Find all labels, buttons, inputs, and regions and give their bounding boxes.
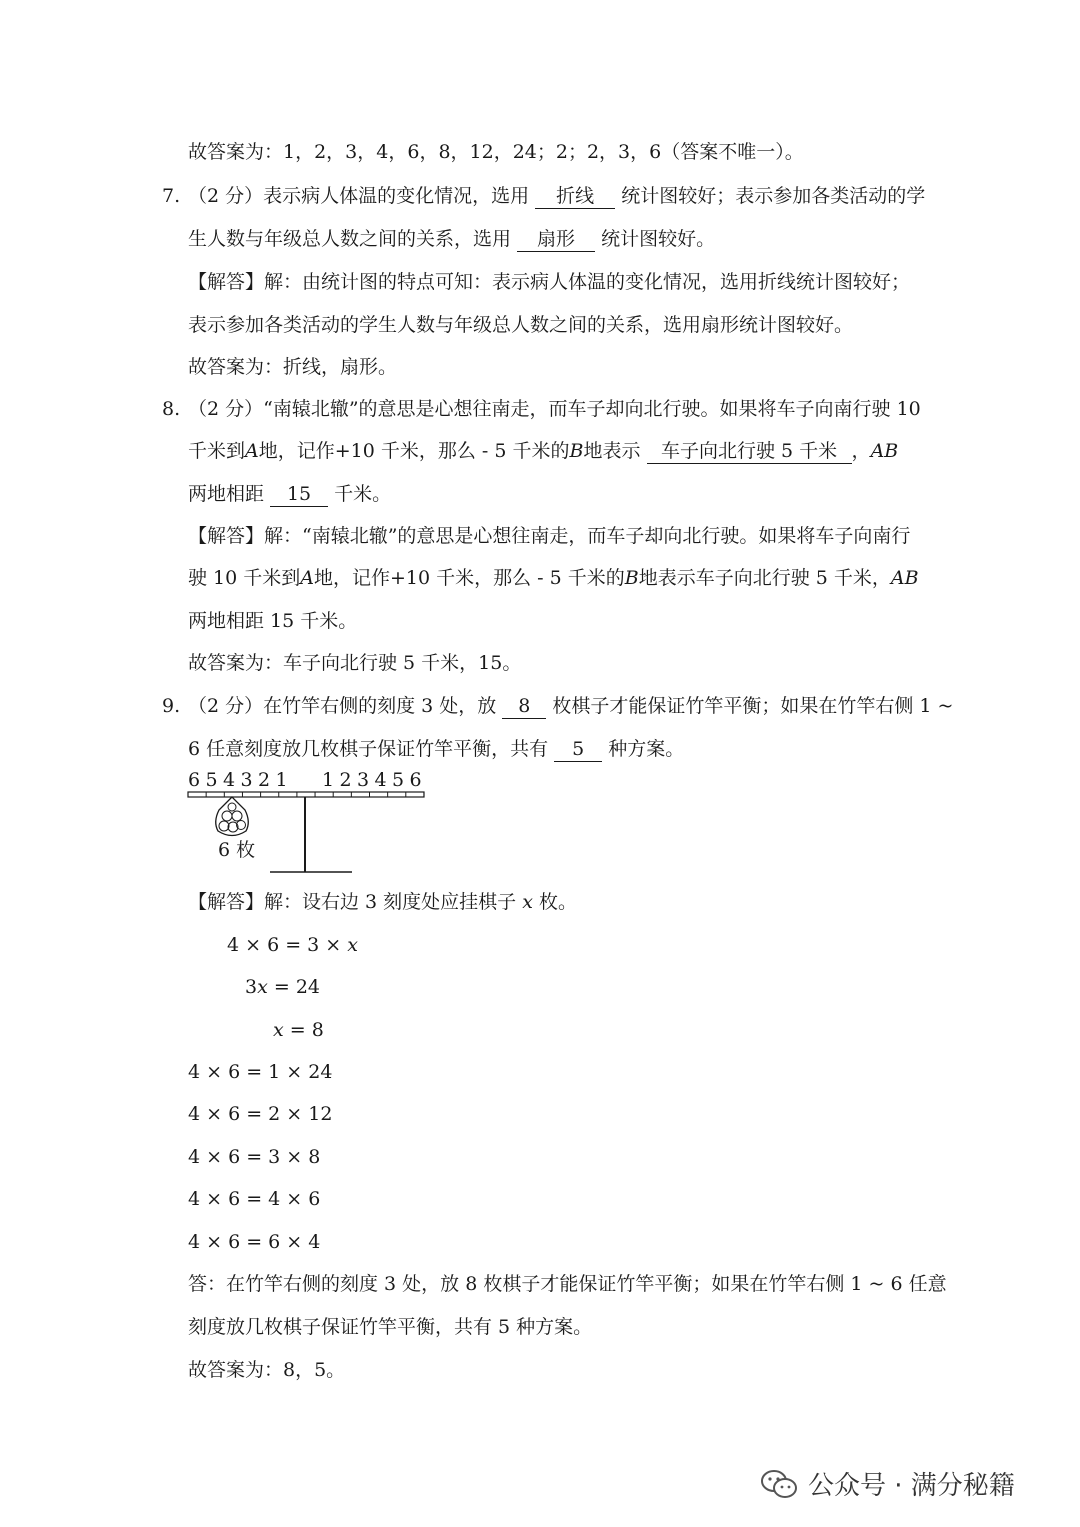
equation-4: 4 × 6 = 1 × 24 [188, 1061, 333, 1083]
question-7-solution-2: 表示参加各类活动的学生人数与年级总人数之间的关系，选用扇形统计图较好。 [188, 314, 854, 336]
question-8-solution-2: 驶 10 千米到A地，记作+10 千米，那么 - 5 千米的B地表示车子向北行驶 5 千米，AB [188, 567, 919, 589]
watermark [760, 1465, 1015, 1502]
question-9-number: 9. [162, 695, 181, 717]
watermark-text: 公众号 · 满分秘籍 [808, 1471, 1015, 1501]
right-scale-label: 6 [409, 769, 422, 791]
equation-3: x = 8 [273, 1019, 324, 1041]
weight-label: 6 枚 [218, 839, 256, 861]
question-8-solution-3: 两地相距 15 千米。 [188, 610, 358, 632]
equation-7: 4 × 6 = 4 × 6 [188, 1188, 321, 1210]
question-9-answer: 故答案为：8，5。 [188, 1359, 346, 1381]
equation-5: 4 × 6 = 2 × 12 [188, 1103, 333, 1125]
question-9-conclusion-1: 答：在竹竿右侧的刻度 3 处，放 8 枚棋子才能保证竹竿平衡；如果在竹竿右侧 1 ~ 6 任意 [188, 1273, 947, 1295]
question-7-line-2: 生人数与年级总人数之间的关系，选用 扇形 统计图较好。 [188, 228, 716, 250]
q8-blank-2: 15 [270, 485, 328, 507]
beam-ticks [188, 792, 424, 797]
question-8-line-1: （2 分）“南辕北辙”的意思是心想往南走，而车子却向北行驶。如果将车子向南行驶 10 [188, 398, 921, 420]
question-9-solution-1: 【解答】解：设右边 3 刻度处应挂棋子 x 枚。 [188, 891, 577, 913]
question-8-line-3: 两地相距 15 千米。 [188, 483, 392, 505]
right-scale-label: 3 [357, 769, 370, 791]
equation-1: 4 × 6 = 3 × x [227, 934, 358, 956]
right-scale-label: 5 [392, 769, 405, 791]
right-scale-labels [322, 769, 422, 791]
question-9-conclusion-2: 刻度放几枚棋子保证竹竿平衡，共有 5 种方案。 [188, 1316, 593, 1338]
equation-8: 4 × 6 = 6 × 4 [188, 1231, 321, 1253]
weight-bag [216, 797, 249, 836]
right-scale-label: 2 [339, 769, 352, 791]
question-7-number: 7. [162, 185, 181, 207]
question-8-number: 8. [162, 398, 181, 420]
previous-answer: 故答案为：1，2，3，4，6，8，12，24；2；2，3，6（答案不唯一）。 [188, 141, 804, 163]
beam [188, 792, 424, 797]
question-8-answer: 故答案为：车子向北行驶 5 千米，15。 [188, 652, 522, 674]
q8-blank-1: 车子向北行驶 5 千米 [647, 442, 852, 464]
left-scale-labels [188, 769, 288, 791]
balance-beam-figure [180, 766, 440, 878]
left-scale-label: 5 [205, 769, 218, 791]
q9-blank-1: 8 [502, 697, 546, 719]
wechat-icon [760, 1468, 798, 1500]
question-9-line-1: （2 分）在竹竿右侧的刻度 3 处，放 8 枚棋子才能保证竹竿平衡；如果在竹竿右侧 1 ~ [188, 695, 954, 717]
left-scale-label: 4 [223, 769, 236, 791]
question-9-line-2: 6 任意刻度放几枚棋子保证竹竿平衡，共有 5 种方案。 [188, 738, 685, 760]
left-scale-label: 1 [275, 769, 288, 791]
equation-6: 4 × 6 = 3 × 8 [188, 1146, 321, 1168]
question-8-solution-1: 【解答】解：“南辕北辙”的意思是心想往南走，而车子却向北行驶。如果将车子向南行 [188, 525, 911, 547]
question-8-line-2: 千米到A地，记作+10 千米，那么 - 5 千米的B地表示 车子向北行驶 5 千米 ，AB [188, 440, 899, 462]
q7-blank-2: 扇形 [517, 230, 595, 252]
equation-2: 3x = 24 [245, 976, 320, 998]
q9-blank-2: 5 [554, 740, 602, 762]
question-7-answer: 故答案为：折线，扇形。 [188, 356, 398, 378]
right-scale-label: 1 [322, 769, 335, 791]
left-scale-label: 6 [188, 769, 201, 791]
right-scale-label: 4 [374, 769, 387, 791]
question-7-line-1: （2 分）表示病人体温的变化情况，选用 折线 统计图较好；表示参加各类活动的学 [188, 185, 926, 207]
left-scale-label: 3 [240, 769, 253, 791]
question-7-solution-1: 【解答】解：由统计图的特点可知：表示病人体温的变化情况，选用折线统计图较好； [188, 271, 911, 293]
q7-blank-1: 折线 [535, 187, 615, 209]
left-scale-label: 2 [258, 769, 271, 791]
